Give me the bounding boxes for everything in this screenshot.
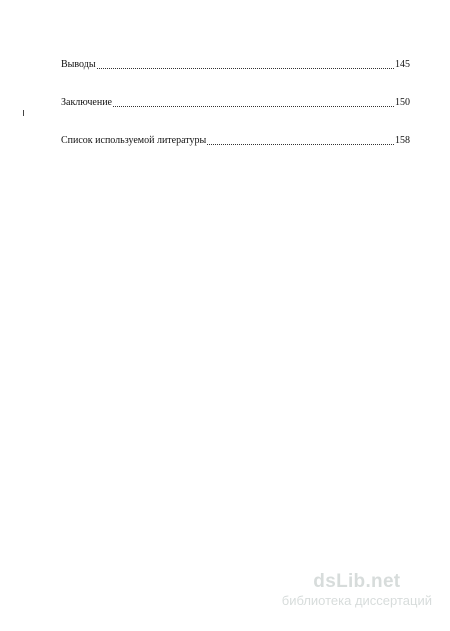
toc-entry-page: 145: [394, 57, 410, 73]
toc-entry-closing: [61, 95, 410, 111]
dot-leader: [61, 68, 410, 69]
watermark-subtitle: библиотека диссертаций: [281, 593, 432, 608]
watermark-logo: dsLib.net: [313, 571, 401, 592]
margin-mark: [23, 110, 24, 116]
toc-entry-conclusions: [61, 57, 410, 73]
toc-entry-title: Выводы: [61, 59, 96, 70]
toc-entry-bibliography: [61, 133, 410, 149]
toc-entry-title: Заключение: [61, 97, 112, 108]
watermark: [282, 571, 432, 609]
toc-entry-title: Список используемой литературы: [61, 135, 207, 146]
table-of-contents: [61, 57, 410, 171]
dot-leader: [61, 106, 410, 107]
toc-entry-page: 158: [394, 133, 410, 149]
toc-entry-page: 150: [394, 95, 410, 111]
